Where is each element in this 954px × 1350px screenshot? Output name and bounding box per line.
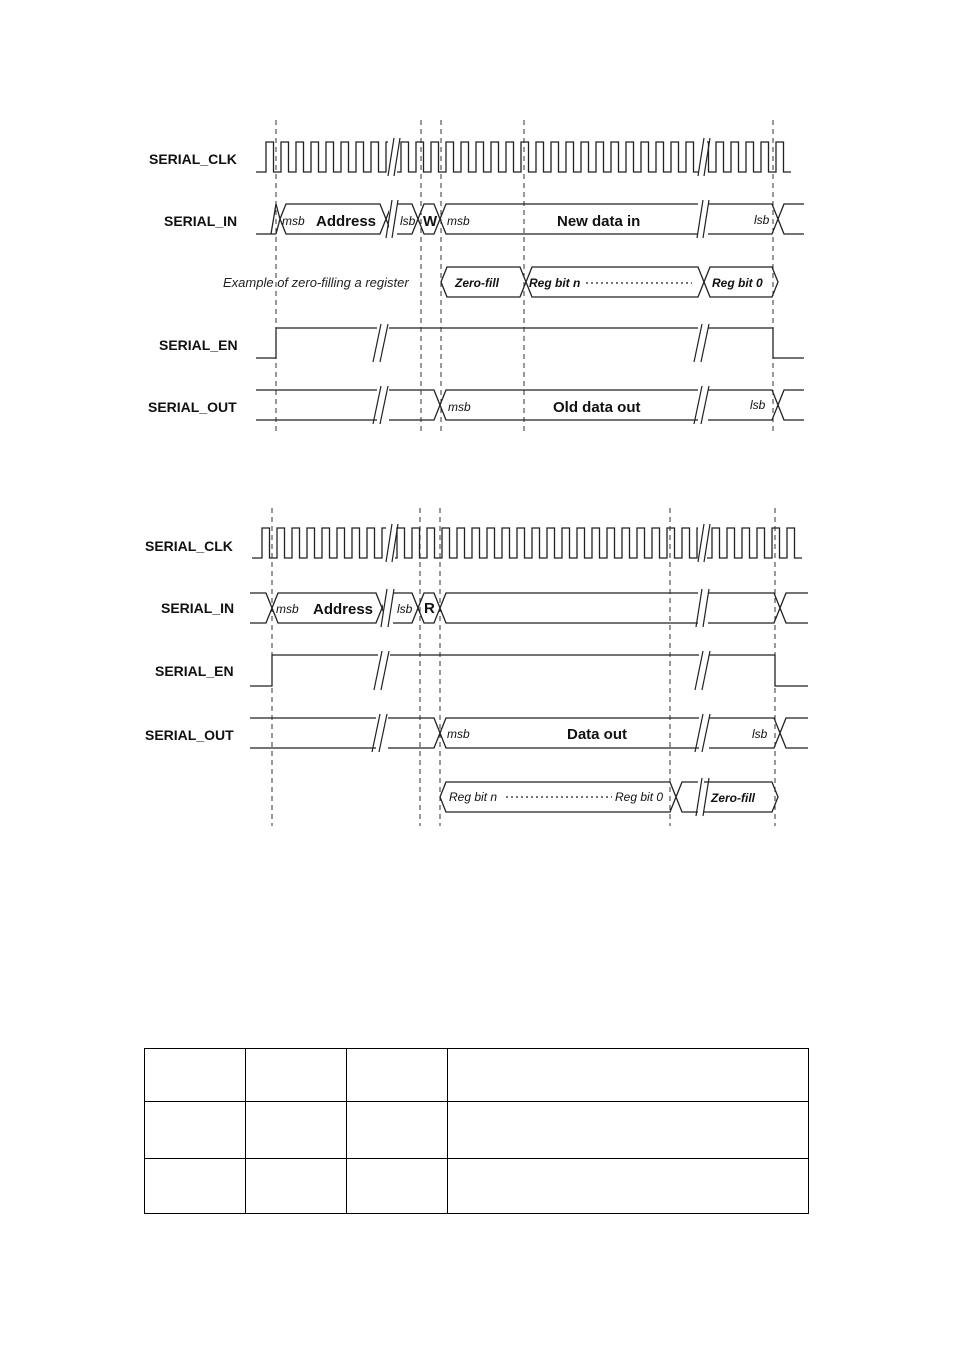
zero-fill-note: Example of zero-filling a register	[223, 275, 409, 290]
serial-in-lsb: lsb	[400, 214, 416, 228]
signal-table	[144, 1048, 809, 1214]
serial-in-lsb: lsb	[397, 602, 413, 616]
table-cell	[448, 1102, 809, 1159]
serial-in-read-bit: R	[424, 600, 435, 617]
write-timing-svg	[0, 112, 954, 442]
table-row	[145, 1159, 809, 1214]
zero-fill-label: Zero-fill	[455, 276, 499, 290]
label-serial-in: SERIAL_IN	[161, 600, 235, 616]
label-serial-out: SERIAL_OUT	[145, 727, 234, 743]
serial-in-new-data: New data in	[557, 213, 641, 230]
zero-fill-example	[223, 267, 778, 297]
serial-en-waveform	[250, 651, 808, 690]
table-row	[145, 1102, 809, 1159]
serial-in-data-lsb: lsb	[754, 213, 770, 227]
serial-in-address: Address	[313, 601, 374, 618]
serial-en-waveform	[256, 324, 804, 362]
label-serial-en: SERIAL_EN	[155, 663, 234, 679]
label-serial-clk: SERIAL_CLK	[145, 538, 233, 554]
table-cell	[246, 1049, 347, 1102]
serial-out-msb: msb	[448, 400, 471, 414]
serial-out-lsb: lsb	[750, 398, 766, 412]
write-timing-diagram	[0, 112, 954, 442]
table-row	[145, 1049, 809, 1102]
serial-out-old-data: Old data out	[553, 399, 641, 416]
serial-clk-waveform	[252, 524, 802, 562]
serial-in-data-msb: msb	[447, 214, 470, 228]
serial-in-bus	[250, 589, 808, 627]
label-serial-out: SERIAL_OUT	[148, 399, 237, 415]
clock-pulses	[252, 528, 802, 558]
serial-out-lsb: lsb	[752, 727, 768, 741]
readout-zero-fill: Zero-fill	[711, 791, 755, 805]
table-cell	[448, 1159, 809, 1214]
table-cell	[347, 1159, 448, 1214]
serial-in-msb: msb	[282, 214, 305, 228]
label-serial-en: SERIAL_EN	[159, 337, 238, 353]
table-cell	[145, 1049, 246, 1102]
label-serial-in: SERIAL_IN	[164, 213, 238, 229]
table-cell	[448, 1049, 809, 1102]
readout-reg-bit-0: Reg bit 0	[615, 790, 664, 804]
serial-out-bus	[256, 386, 804, 424]
readout-reg-bit-n: Reg bit n	[449, 790, 498, 804]
reg-bit-n-label: Reg bit n	[529, 276, 581, 290]
serial-in-address: Address	[316, 213, 377, 230]
serial-in-bus	[256, 200, 804, 238]
reg-bit-0-label: Reg bit 0	[712, 276, 763, 290]
table-cell	[246, 1102, 347, 1159]
serial-in-msb: msb	[276, 602, 299, 616]
label-serial-clk: SERIAL_CLK	[149, 151, 237, 167]
serial-in-write-bit: W	[423, 213, 438, 230]
read-timing-diagram	[0, 500, 954, 832]
table-cell	[347, 1102, 448, 1159]
serial-out-bus	[250, 714, 808, 752]
table-cell	[145, 1159, 246, 1214]
table-cell	[347, 1049, 448, 1102]
table-cell	[145, 1102, 246, 1159]
readout-detail	[440, 778, 778, 816]
serial-out-data: Data out	[567, 726, 627, 743]
table-cell	[246, 1159, 347, 1214]
serial-out-msb: msb	[447, 727, 470, 741]
read-timing-svg	[0, 500, 954, 832]
